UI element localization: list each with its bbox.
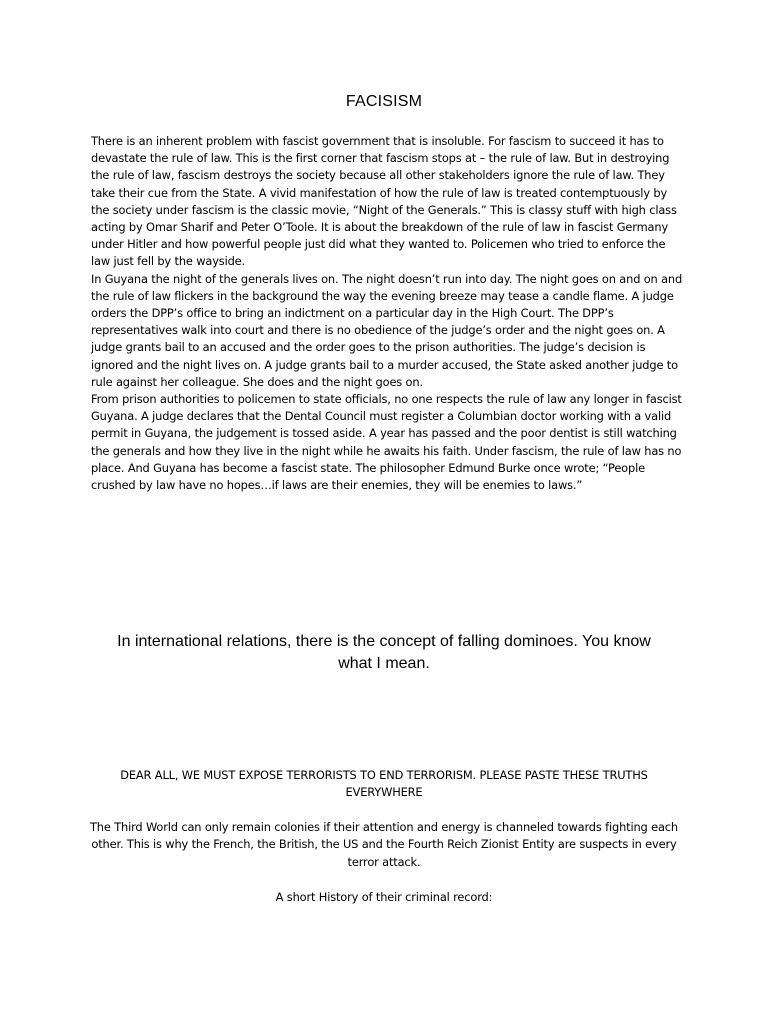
body-paragraph: There is an inherent problem with fascist government that is insoluble. For fascism to succeed it has to devastate the rule of law. This is the first corner that fascism stops at – the rule of law. But in destroying the rule of law, fascism destroys the society because all other stakeholders ignore the rule of law. They take their cue from the State. A vivid manifestation of how the rule of law is treated contemptuously by the society under fascism is the classic movie, “Night of the Generals.” This is classy stuff with high class acting by Omar Sharif and Peter O’Toole. It is about the breakdown of the rule of law in fascist Germany under Hitler and how powerful people just did what they wanted to. Policemen who tried to enforce the law just fell by the wayside. (91, 134, 677, 269)
body-paragraph: From prison authorities to policemen to state officials, no one respects the rule of law any longer in fascist Guyana. A judge declares that the Dental Council must register a Columbian doctor working with a valid permit in Guyana, the judgement is tossed aside. A year has passed and the poor dentist is still watching the generals and how they live in the night while he awaits his faith. Under fascism, the rule of law has no place. And Guyana has become a fascist state. The philosopher Edmund Burke once wrote; “People crushed by law have no hopes…if laws are their enemies, they will be enemies to laws.” (91, 392, 682, 493)
history-intro: A short History of their criminal record: (275, 890, 493, 904)
document-title: FACISISM (345, 93, 423, 110)
dominoes-quote: In international relations, there is the concept of falling dominoes. You know what I mean. (117, 633, 651, 672)
third-world-paragraph: The Third World can only remain colonies if their attention and energy is channeled towards fighting each other. This is why the French, the British, the US and the Fourth Reich Zionist Entity are suspects in every terror attack. (90, 820, 678, 869)
appeal-heading: DEAR ALL, WE MUST EXPOSE TERRORISTS TO END TERRORISM. PLEASE PASTE THESE TRUTHS EVERYWHERE (120, 768, 648, 800)
article-body (91, 133, 683, 494)
body-paragraph: In Guyana the night of the generals lives on. The night doesn’t run into day. The night goes on and on and the rule of law flickers in the background the way the evening breeze may tease a candle flame. A judge orders the DPP’s office to bring an indictment on a particular day in the High Court. The DPP’s representatives walk into court and there is no obedience of the judge’s order and the night goes on. A judge grants bail to an accused and the order goes to the prison authorities. The judge’s decision is ignored and the night lives on. A judge grants bail to a murder accused, the State asked another judge to rule against her colleague. She does and the night goes on. (91, 271, 683, 389)
